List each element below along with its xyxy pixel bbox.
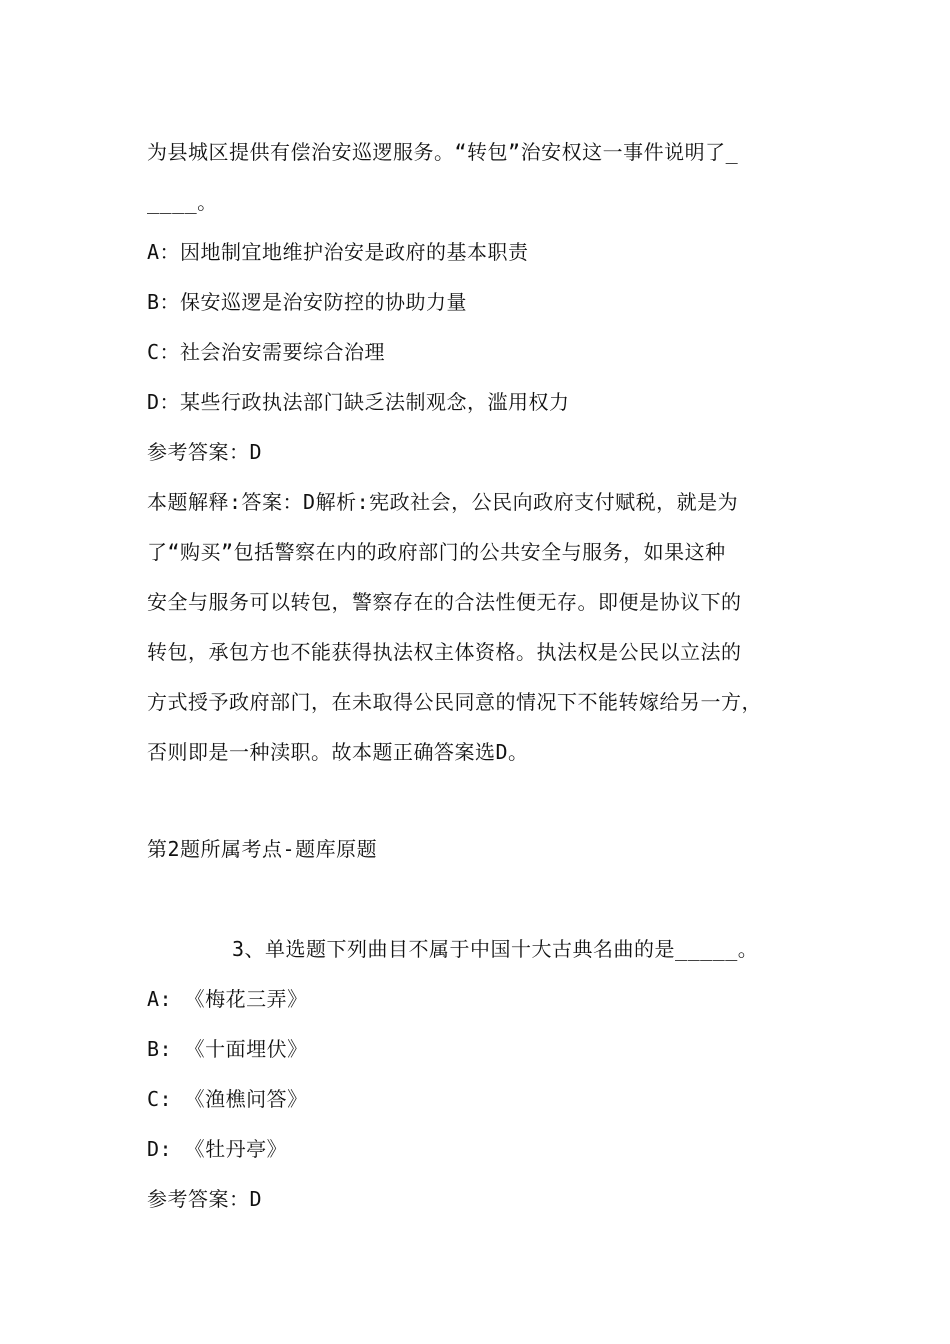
q2-option-a: A：因地制宜地维护治安是政府的基本职责 bbox=[147, 240, 529, 264]
q2-explanation-line-1: 本题解释:答案：D解析:宪政社会，公民向政府支付赋税，就是为 bbox=[147, 490, 739, 514]
q2-option-b: B：保安巡逻是治安防控的协助力量 bbox=[147, 290, 468, 314]
q3-answer: 参考答案：D bbox=[147, 1187, 263, 1211]
q3-option-d: D: 《牡丹亭》 bbox=[147, 1137, 288, 1161]
q2-explanation-line-6: 否则即是一种渎职。故本题正确答案选D。 bbox=[147, 740, 529, 764]
q3-stem: 3、单选题下列曲目不属于中国十大古典名曲的是_____。 bbox=[232, 937, 759, 961]
q2-explanation-line-2: 了“购买”包括警察在内的政府部门的公共安全与服务，如果这种 bbox=[147, 540, 726, 564]
q2-option-c: C：社会治安需要综合治理 bbox=[147, 340, 386, 364]
q2-stem-line-2: ____。 bbox=[147, 190, 218, 214]
q3-option-c: C: 《渔樵问答》 bbox=[147, 1087, 308, 1111]
q2-explanation-line-4: 转包，承包方也不能获得执法权主体资格。执法权是公民以立法的 bbox=[147, 640, 742, 664]
q2-explanation-line-5: 方式授予政府部门，在未取得公民同意的情况下不能转嫁给另一方， bbox=[147, 690, 762, 714]
q2-explanation-line-3: 安全与服务可以转包，警察存在的合法性便无存。即便是协议下的 bbox=[147, 590, 742, 614]
q3-option-a: A: 《梅花三弄》 bbox=[147, 987, 308, 1011]
q2-option-d: D：某些行政执法部门缺乏法制观念，滥用权力 bbox=[147, 390, 570, 414]
q2-topic: 第2题所属考点-题库原题 bbox=[147, 837, 378, 861]
q2-answer: 参考答案：D bbox=[147, 440, 263, 464]
q3-option-b: B: 《十面埋伏》 bbox=[147, 1037, 308, 1061]
q2-stem-line-1: 为县城区提供有偿治安巡逻服务。“转包”治安权这一事件说明了_ bbox=[147, 140, 739, 164]
